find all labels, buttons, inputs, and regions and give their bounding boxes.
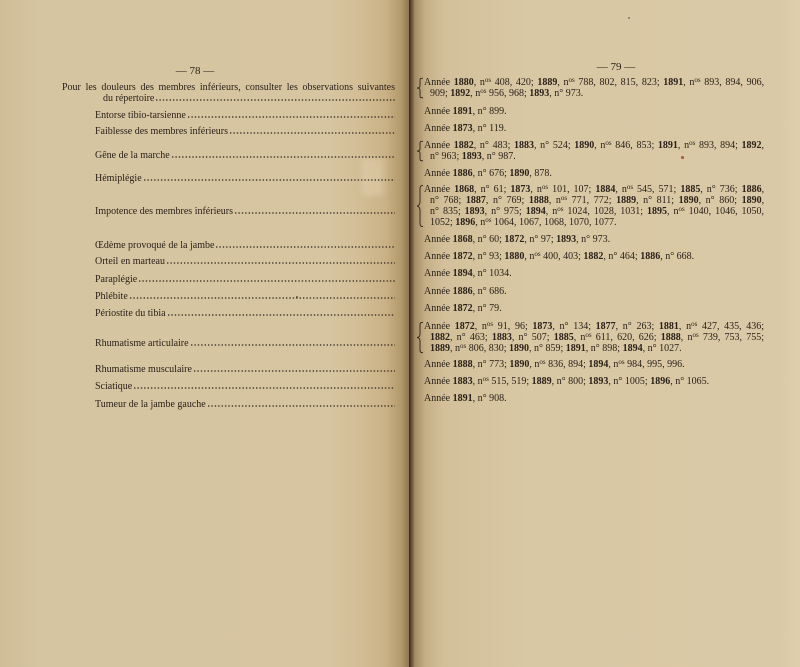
reference-entry bbox=[409, 251, 800, 262]
year: 1882 bbox=[453, 140, 474, 151]
reference-entry bbox=[409, 303, 800, 314]
year: 1896 bbox=[455, 217, 476, 228]
year: 1893 bbox=[464, 206, 485, 217]
intro-line: Pour les douleurs des membres inférieurs, consulter les observations suivantes bbox=[62, 82, 395, 93]
index-entry bbox=[95, 399, 395, 410]
reference-line: 1882, n° 463; 1883, n° 507; 1885, $n^{os}$ 611, 620, 626; 1888, $n^{os}$ 739, 753, 755; bbox=[430, 331, 765, 343]
numero-superscript: os bbox=[460, 342, 467, 350]
year: 1882 bbox=[430, 332, 450, 343]
numero-superscript: os bbox=[557, 205, 564, 213]
numero-superscript: os bbox=[486, 320, 494, 328]
numero-superscript: os bbox=[691, 320, 698, 328]
year: 1883 bbox=[452, 376, 473, 387]
dot-leader bbox=[143, 179, 395, 181]
reference-line: Année 1894, n° 1034. bbox=[424, 268, 512, 279]
year: 1889 bbox=[616, 195, 637, 206]
reference-line: n° 835; 1893, n° 975; 1894, $n^{os}$ 1024, 1028, 1031; 1895, $n^{os}$ 1040, 1046, 1050, bbox=[430, 205, 765, 217]
numero-superscript: os bbox=[678, 205, 685, 213]
reference-entry bbox=[409, 168, 800, 179]
brace-bracket bbox=[417, 78, 423, 98]
year: 1880 bbox=[453, 77, 474, 88]
year: 1894 bbox=[525, 206, 546, 217]
index-entry bbox=[95, 291, 395, 302]
numero-superscript: os bbox=[560, 194, 568, 202]
year: 1889 bbox=[537, 77, 558, 88]
year: 1890 bbox=[741, 195, 762, 206]
year: 1892 bbox=[450, 88, 471, 99]
year: 1872 bbox=[452, 303, 473, 314]
year: 1886 bbox=[640, 251, 661, 262]
reference-line: Année 1868, n° 61; 1873, $n^{os}$ 101, 107; 1884, $n^{os}$ 545, 571; 1885, n° 736; 1886, bbox=[424, 183, 765, 195]
reference-line: n° 963; 1893, n° 987. bbox=[430, 151, 516, 162]
dot-leader bbox=[234, 212, 395, 214]
index-entry bbox=[95, 206, 395, 217]
reference-line: 1052; 1896, $n^{os}$ 1064, 1067, 1068, 1070, 1077. bbox=[430, 216, 617, 228]
index-entry bbox=[95, 150, 395, 161]
dot-leader bbox=[138, 280, 395, 282]
year: 1887 bbox=[465, 195, 486, 206]
index-entry bbox=[95, 126, 395, 137]
reference-entry bbox=[409, 234, 800, 245]
reference-line: Année 1872, n° 79. bbox=[424, 303, 502, 314]
index-entry bbox=[95, 274, 395, 285]
year: 1873 bbox=[510, 184, 531, 195]
reference-line: Année 1882, n° 483; 1883, n° 524; 1890, $n^{os}$ 846, 853; 1891, $n^{os}$ 893, 894; 1892, bbox=[424, 139, 765, 151]
entry-label: Entorse tibio-tarsienne bbox=[95, 110, 186, 121]
dot-leader bbox=[171, 156, 395, 158]
numero-superscript: os bbox=[534, 250, 541, 258]
numero-superscript: os bbox=[585, 331, 592, 339]
dot-leader bbox=[155, 99, 395, 101]
reference-line: Année 1886, n° 686. bbox=[424, 286, 507, 297]
entry-label: Hémiplégie bbox=[95, 173, 142, 184]
index-entry bbox=[95, 173, 395, 184]
reference-entry bbox=[409, 376, 800, 387]
reference-entry bbox=[409, 286, 800, 297]
dot-leader bbox=[229, 132, 395, 134]
year: 1893 bbox=[461, 151, 482, 162]
year: 1888 bbox=[452, 359, 473, 370]
numero-superscript: os bbox=[694, 76, 701, 84]
year: 1893 bbox=[556, 234, 577, 245]
numero-superscript: os bbox=[480, 87, 487, 95]
year: 1890 bbox=[678, 195, 699, 206]
dot-leader bbox=[187, 116, 395, 118]
reference-entry bbox=[409, 123, 800, 134]
reference-line: Année 1888, n° 773; 1890, $n^{os}$ 836, 894; 1894, $n^{os}$ 984, 995, 996. bbox=[424, 358, 685, 370]
year: 1882 bbox=[583, 251, 604, 262]
entry-label: du répertoire bbox=[103, 93, 155, 104]
numero-superscript: os bbox=[485, 216, 492, 224]
entry-label: Paraplégie bbox=[95, 274, 138, 285]
year: 1894 bbox=[452, 268, 473, 279]
year: 1873 bbox=[532, 321, 553, 332]
right-page bbox=[409, 0, 800, 667]
year: 1896 bbox=[650, 376, 671, 387]
index-entry bbox=[95, 240, 395, 251]
entry-label: Orteil en marteau bbox=[95, 256, 165, 267]
dot-leader bbox=[133, 387, 395, 389]
reference-line: Année 1868, n° 60; 1872, n° 97; 1893, n° 973. bbox=[424, 234, 611, 245]
year: 1895 bbox=[647, 206, 668, 217]
reference-entry bbox=[409, 106, 800, 117]
entry-label: Sciatique bbox=[95, 381, 133, 392]
reference-line: Année 1872, $n^{os}$ 91, 96; 1873, n° 134; 1877, n° 263; 1881, $n^{os}$ 427, 435, 436; bbox=[424, 320, 765, 332]
year: 1890 bbox=[509, 343, 530, 354]
dot-leader bbox=[193, 370, 395, 372]
numero-superscript: os bbox=[618, 358, 625, 366]
dot-leader bbox=[190, 344, 395, 346]
year: 1884 bbox=[595, 184, 616, 195]
intro-continuation bbox=[103, 93, 395, 104]
year: 1893 bbox=[529, 88, 550, 99]
reference-line: 1889, $n^{os}$ 806, 830; 1890, n° 859; 1891, n° 898; 1894, n° 1027. bbox=[430, 342, 682, 354]
reference-line: Année 1873, n° 119. bbox=[424, 123, 507, 134]
year: 1894 bbox=[622, 343, 643, 354]
year: 1873 bbox=[452, 123, 473, 134]
year: 1872 bbox=[452, 251, 473, 262]
entry-label: Tumeur de la jambe gauche bbox=[95, 399, 206, 410]
index-entry bbox=[95, 364, 395, 375]
dot-leader bbox=[207, 405, 395, 407]
reference-line: Année 1891, n° 899. bbox=[424, 106, 507, 117]
year: 1892 bbox=[741, 140, 762, 151]
year: 1891 bbox=[657, 140, 678, 151]
reference-entry bbox=[409, 140, 800, 162]
reference-entry bbox=[409, 393, 800, 404]
dot-leader bbox=[167, 314, 395, 316]
entry-label: Œdème provoqué de la jambe bbox=[95, 240, 215, 251]
page-number: — 78 — bbox=[175, 65, 215, 77]
year: 1888 bbox=[528, 195, 549, 206]
reference-entry bbox=[409, 77, 800, 99]
year: 1894 bbox=[588, 359, 609, 370]
index-entry bbox=[95, 381, 395, 392]
reference-line: Année 1886, n° 676; 1890, 878. bbox=[424, 168, 552, 179]
year: 1872 bbox=[504, 234, 525, 245]
reference-entry bbox=[409, 184, 800, 228]
year: 1890 bbox=[574, 140, 595, 151]
entry-label: Phlébite bbox=[95, 291, 128, 302]
year: 1889 bbox=[430, 343, 450, 354]
year: 1868 bbox=[452, 234, 473, 245]
index-entry bbox=[95, 308, 395, 319]
year: 1885 bbox=[553, 332, 574, 343]
year: 1893 bbox=[588, 376, 609, 387]
year: 1891 bbox=[452, 393, 473, 404]
entry-label: Impotence des membres inférieurs bbox=[95, 206, 234, 217]
numero-superscript: os bbox=[689, 139, 696, 147]
year: 1883 bbox=[491, 332, 512, 343]
index-entry bbox=[95, 338, 395, 349]
year: 1889 bbox=[531, 376, 552, 387]
numero-superscript: os bbox=[539, 358, 546, 366]
numero-superscript: os bbox=[541, 183, 549, 191]
reference-line: 909; 1892, $n^{os}$ 956, 968; 1893, n° 973. bbox=[430, 87, 584, 99]
year: 1891 bbox=[663, 77, 684, 88]
numero-superscript: os bbox=[482, 375, 489, 383]
year: 1890 bbox=[509, 168, 530, 179]
year: 1868 bbox=[454, 184, 475, 195]
entry-label: Périostite du tibia bbox=[95, 308, 166, 319]
year: 1877 bbox=[595, 321, 616, 332]
year: 1885 bbox=[680, 184, 701, 195]
year: 1880 bbox=[504, 251, 525, 262]
reference-line: Année 1891, n° 908. bbox=[424, 393, 507, 404]
dot-leader bbox=[166, 262, 395, 264]
reference-line: Année 1880, $n^{os}$ 408, 420; 1889, $n^{os}$ 788, 802, 815, 823; 1891, $n^{os}$ 893, 894, 906, bbox=[424, 76, 765, 88]
reference-entry bbox=[409, 268, 800, 279]
year: 1872 bbox=[454, 321, 475, 332]
reference-line: Année 1872, n° 93; 1880, $n^{os}$ 400, 403; 1882, n° 464; 1886, n° 668. bbox=[424, 250, 695, 262]
dot-leader bbox=[129, 297, 395, 299]
year: 1881 bbox=[658, 321, 679, 332]
page-number: — 79 — bbox=[596, 61, 636, 73]
numero-superscript: os bbox=[626, 183, 634, 191]
year: 1886 bbox=[452, 168, 473, 179]
reference-entry bbox=[409, 321, 800, 354]
numero-superscript: os bbox=[484, 76, 492, 84]
year: 1890 bbox=[509, 359, 530, 370]
year: 1891 bbox=[452, 106, 473, 117]
index-entry bbox=[95, 110, 395, 121]
numero-superscript: os bbox=[568, 76, 575, 84]
numero-superscript: os bbox=[692, 331, 699, 339]
numero-superscript: os bbox=[605, 139, 612, 147]
brace-bracket bbox=[417, 141, 423, 161]
brace-bracket bbox=[417, 322, 423, 353]
reference-line: Année 1883, $n^{os}$ 515, 519; 1889, n° 800; 1893, n° 1005; 1896, n° 1065. bbox=[424, 375, 710, 387]
entry-label: Gêne de la marche bbox=[95, 150, 170, 161]
entry-label: Rhumatisme articulaire bbox=[95, 338, 189, 349]
year: 1886 bbox=[452, 286, 473, 297]
reference-line: n° 768; 1887, n° 769; 1888, $n^{os}$ 771, 772; 1889, n° 811; 1890, n° 860; 1890, bbox=[430, 194, 765, 206]
entry-label: Rhumatisme musculaire bbox=[95, 364, 192, 375]
year: 1886 bbox=[741, 184, 762, 195]
reference-entry bbox=[409, 359, 800, 370]
entry-label: Faiblesse des membres inférieurs bbox=[95, 126, 229, 137]
brace-bracket bbox=[417, 185, 423, 227]
year: 1891 bbox=[565, 343, 586, 354]
year: 1883 bbox=[514, 140, 535, 151]
dot-leader bbox=[215, 246, 395, 248]
index-entry bbox=[95, 256, 395, 267]
year: 1888 bbox=[660, 332, 681, 343]
paper-speck bbox=[628, 17, 630, 19]
